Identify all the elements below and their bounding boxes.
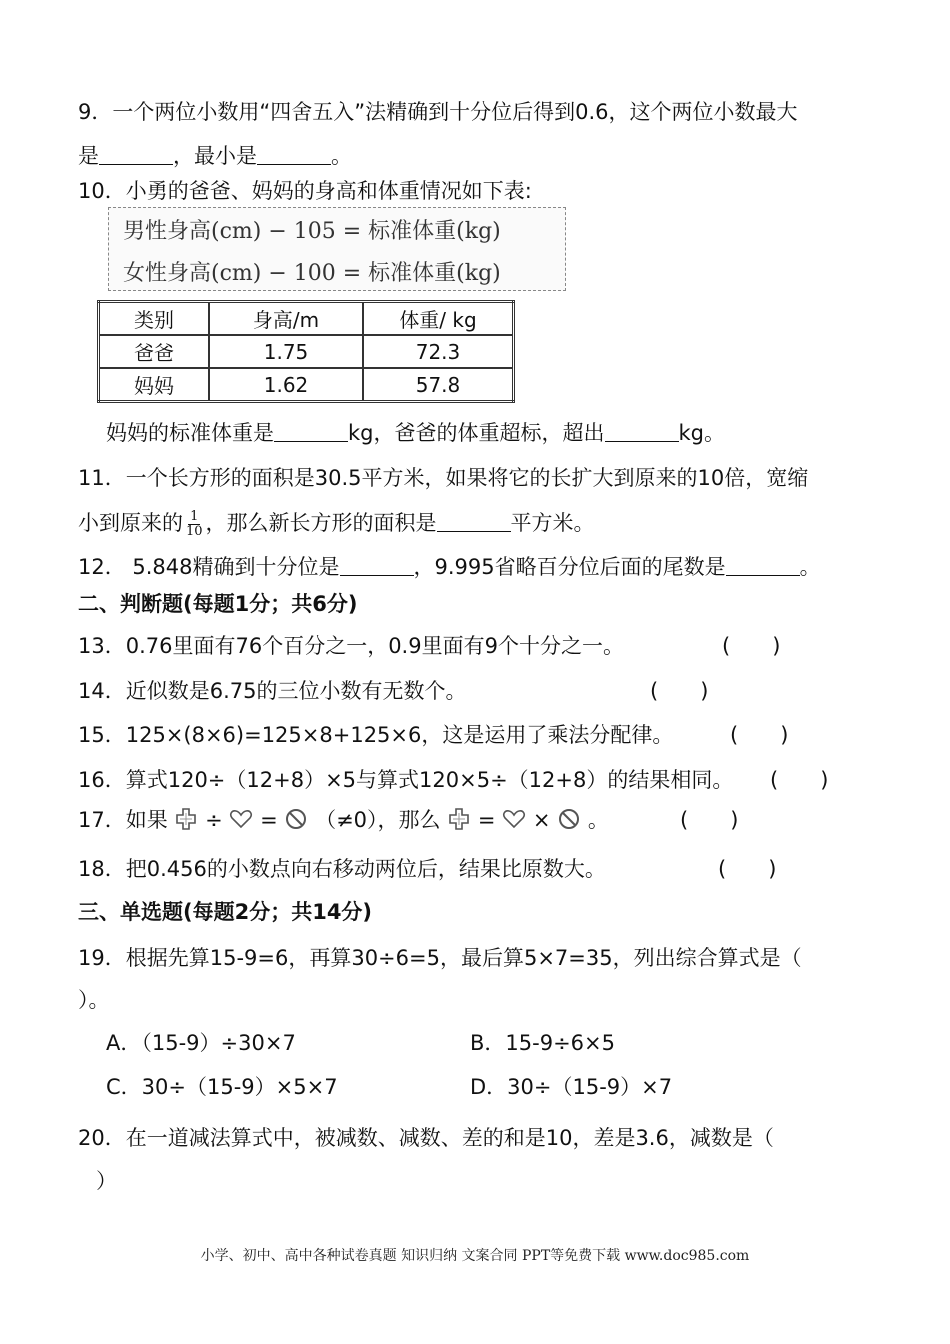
fraction-denominator: 10 — [186, 523, 203, 539]
q9-text: 是 — [78, 144, 99, 168]
prohibited-circle-icon — [284, 808, 308, 830]
q10-text: kg。 — [678, 421, 725, 445]
q11-text: 平方米。 — [510, 511, 595, 535]
cross-shape-icon — [447, 808, 471, 830]
q18-text: 18．把0.456的小数点向右移动两位后，结果比原数大。 — [78, 857, 606, 881]
q19-line2: ）。 — [78, 988, 110, 1012]
table-header-row — [99, 302, 514, 336]
answer-blank[interactable] — [437, 511, 511, 532]
table-cell: 72.3 — [363, 335, 514, 368]
answer-blank[interactable] — [274, 421, 348, 442]
answer-paren[interactable]: ( ) — [770, 768, 829, 792]
q13-text: 13．0.76里面有76个百分之一，0.9里面有9个十分之一。 — [78, 634, 624, 658]
q17-line — [78, 805, 609, 835]
q9-text: ，最小是 — [173, 144, 257, 168]
q17-text: = — [260, 808, 278, 832]
q15-text: 15．125×(8×6)=125×8+125×6，这是运用了乘法分配律。 — [78, 723, 674, 747]
formula-male: 男性身高(cm) − 105 = 标准体重(kg) — [123, 219, 501, 244]
q12-text: 。 — [799, 555, 821, 579]
q12-line — [78, 552, 821, 582]
q17-text: × — [532, 808, 551, 832]
option-a[interactable]: A．（15-9）÷30×7 — [106, 1031, 296, 1055]
answer-paren[interactable]: ( ) — [730, 723, 789, 747]
q11-text: 小到原来的 — [78, 511, 183, 535]
table-cell: 1.62 — [209, 368, 363, 402]
section-heading-single-choice: 三、单选题(每题2分；共14分) — [78, 900, 373, 924]
cross-shape-icon — [174, 808, 198, 830]
answer-paren[interactable]: ( ) — [680, 808, 739, 832]
option-c[interactable]: C．30÷（15-9）×5×7 — [106, 1075, 338, 1099]
answer-blank[interactable] — [726, 555, 800, 576]
q20-line1: 20．在一道减法算式中，被减数、减数、差的和是10，差是3.6，减数是（ — [78, 1126, 774, 1150]
q11-line1: 11．一个长方形的面积是30.5平方米，如果将它的长扩大到原来的10倍，宽缩 — [78, 466, 809, 490]
answer-paren[interactable]: ( ) — [650, 679, 709, 703]
answer-blank[interactable] — [605, 421, 679, 442]
q17-text: 17．如果 — [78, 808, 168, 832]
table-cell: 妈妈 — [99, 368, 210, 402]
q19-line1: 19．根据先算15-9=6，再算30÷6=5，最后算5×7=35，列出综合算式是（ — [78, 946, 802, 970]
q17-text: 。 — [587, 808, 609, 832]
table-header: 类别 — [99, 302, 210, 336]
answer-blank[interactable] — [99, 144, 173, 165]
q9-line2 — [78, 141, 352, 171]
page-footer: 小学、初中、高中各种试卷真题 知识归纳 文案合同 PPT等免费下载 www.doc985.com — [200, 1248, 750, 1264]
q10-answer — [106, 418, 725, 448]
q16-text: 16．算式120÷（12+8）×5与算式120×5÷（12+8）的结果相同。 — [78, 768, 734, 792]
q12-text: ，9.995省略百分位后面的尾数是 — [413, 555, 726, 579]
fraction-numerator: 1 — [190, 508, 199, 524]
q20-line2: ） — [96, 1169, 117, 1193]
answer-blank[interactable] — [257, 144, 331, 165]
table-header: 体重/ kg — [363, 302, 514, 336]
table-cell: 爸爸 — [99, 335, 210, 368]
formula-female: 女性身高(cm) − 100 = 标准体重(kg) — [123, 261, 501, 286]
answer-paren[interactable]: ( ) — [718, 857, 777, 881]
table-row — [99, 368, 514, 402]
q10-text: kg，爸爸的体重超标，超出 — [348, 421, 605, 445]
answer-paren[interactable]: ( ) — [722, 634, 781, 658]
table-header: 身高/m — [209, 302, 363, 336]
formula-box — [108, 207, 566, 291]
q17-text: ÷ — [205, 808, 223, 832]
q17-text: = — [477, 808, 496, 832]
option-d[interactable]: D．30÷（15-9）×7 — [470, 1075, 673, 1099]
table-row — [99, 335, 514, 368]
q14-text: 14．近似数是6.75的三位小数有无数个。 — [78, 679, 467, 703]
q11-line2 — [78, 508, 595, 538]
q11-text: ，那么新长方形的面积是 — [205, 511, 437, 535]
section-heading-judgement: 二、判断题(每题1分；共6分) — [78, 592, 358, 616]
q10-text: 妈妈的标准体重是 — [106, 421, 274, 445]
heart-icon — [502, 808, 526, 830]
q9-line1: 9．一个两位小数用“四舍五入”法精确到十分位后得到0.6，这个两位小数最大 — [78, 100, 798, 124]
answer-blank[interactable] — [340, 555, 414, 576]
q10-line1: 10．小勇的爸爸、妈妈的身高和体重情况如下表: — [78, 179, 532, 203]
fraction — [186, 510, 203, 539]
heart-icon — [229, 808, 253, 830]
table-cell: 1.75 — [209, 335, 363, 368]
height-weight-table — [97, 300, 515, 403]
q17-text: （≠0），那么 — [315, 808, 441, 832]
option-b[interactable]: B．15-9÷6×5 — [470, 1031, 615, 1055]
prohibited-circle-icon — [557, 808, 581, 830]
q9-text: 。 — [331, 144, 352, 168]
q12-text: 12． 5.848精确到十分位是 — [78, 555, 340, 579]
table-cell: 57.8 — [363, 368, 514, 402]
